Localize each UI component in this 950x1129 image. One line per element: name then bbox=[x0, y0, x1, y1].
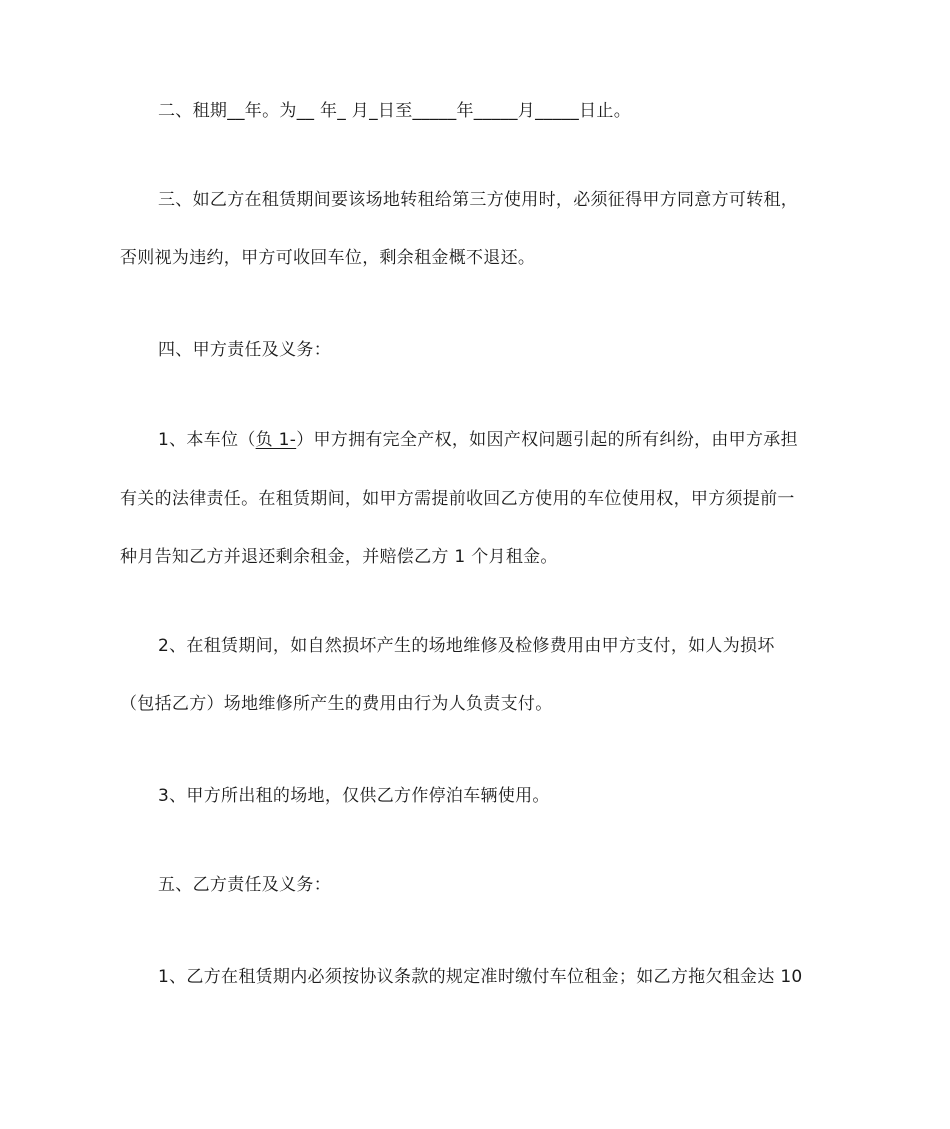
clause-4-1-line-3: 种月告知乙方并退还剩余租金，并赔偿乙方 1 个月租金。 bbox=[120, 547, 558, 567]
section-5-heading: 五、乙方责任及义务： bbox=[158, 875, 331, 895]
clause-4-1-suffix: ）甲方拥有完全产权，如因产权问题引起的所有纠纷，由甲方承担 bbox=[296, 430, 798, 450]
clause-4-1-line-1 bbox=[158, 428, 798, 452]
parking-space-number: 负 1- bbox=[255, 430, 297, 450]
clause-3-line-2: 否则视为违约，甲方可收回车位，剩余租金概不退还。 bbox=[120, 248, 536, 268]
clause-4-1-line-2: 有关的法律责任。在租赁期间，如甲方需提前收回乙方使用的车位使用权，甲方须提前一 bbox=[120, 489, 795, 509]
clause-3-line-1: 三、如乙方在租赁期间要该场地转租给第三方使用时，必须征得甲方同意方可转租， bbox=[158, 190, 799, 210]
clause-4-1-prefix: 1、本车位（ bbox=[158, 430, 256, 450]
section-4-heading: 四、甲方责任及义务： bbox=[158, 340, 331, 360]
clause-5-1-line-1: 1、乙方在租赁期内必须按协议条款的规定准时缴付车位租金；如乙方拖欠租金达 10 bbox=[158, 967, 803, 987]
clause-4-2-line-2: （包括乙方）场地维修所产生的费用由行为人负责支付。 bbox=[120, 694, 553, 714]
clause-4-3: 3、甲方所出租的场地，仅供乙方作停泊车辆使用。 bbox=[158, 786, 550, 806]
clause-2-lease-term: 二、租期__年。为__ 年_ 月_日至_____年_____月_____日止。 bbox=[158, 101, 632, 121]
clause-4-2-line-1: 2、在租赁期间，如自然损坏产生的场地维修及检修费用由甲方支付，如人为损坏 bbox=[158, 636, 775, 656]
